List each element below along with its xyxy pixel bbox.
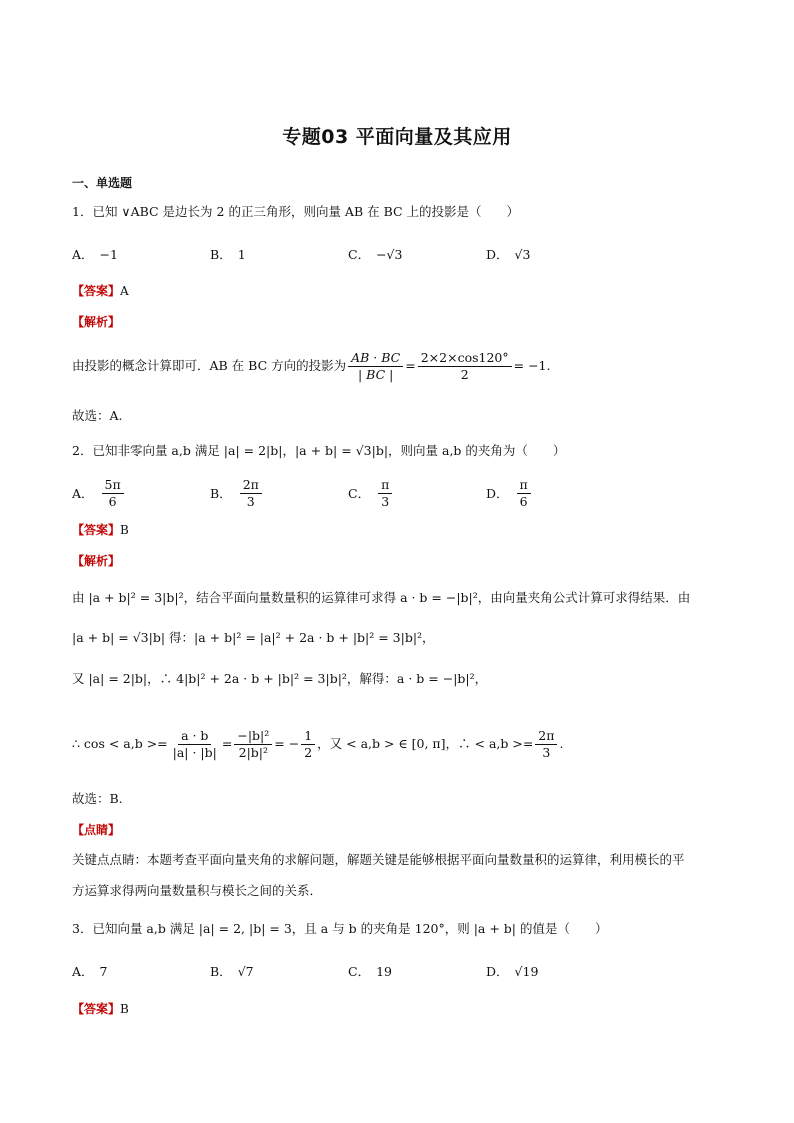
question-2-options [72, 476, 732, 510]
section-heading: 一、单选题 [72, 176, 133, 190]
page-title: 专题03 平面向量及其应用 [282, 126, 512, 148]
question-3-stem: 3．已知向量 a,b 满足 |a| = 2, |b| = 3，且 a 与 b 的夹角是 120°，则 |a + b| 的值是（ ） [72, 921, 608, 936]
answer-label-1: 【答案】A [72, 284, 129, 298]
option-c: C． 19 [348, 963, 392, 979]
projection-fraction: $\frac{AB \cdot BC}{| BC |}$ [348, 351, 403, 382]
option-b: B． $\frac{2\pi}{3}$ [210, 476, 264, 510]
option-d: D． √3 [486, 246, 531, 262]
option-c: C． $\frac{\pi}{3}$ [348, 476, 394, 510]
option-a: A． 7 [72, 963, 108, 979]
question-1-stem: 1．已知 ∨ABC 是边长为 2 的正三角形，则向量 AB 在 BC 上的投影是（ ） [72, 204, 520, 219]
question-3-options [72, 954, 732, 988]
comment-line-2: 方运算求得两向量数量积与模长之间的关系． [72, 883, 323, 898]
analysis-label-2: 【解析】 [72, 554, 121, 568]
analysis-2-line-2: |a + b| = √3|b| 得：|a + b|² = |a|² + 2a · b + |b|² = 3|b|²， [72, 630, 435, 645]
option-d: D． $\frac{\pi}{6}$ [486, 476, 533, 510]
question-2-stem: 2．已知非零向量 a,b 满足 |a| = 2|b|，|a + b| = √3|b|，则向量 a,b 的夹角为（ ） [72, 443, 566, 458]
value-fraction: $\frac{2\times 2\times\cos 120^\circ}{2}$ [418, 351, 512, 382]
comment-line-1: 关键点点睛：本题考查平面向量夹角的求解问题，解题关键是能够根据平面向量数量积的运算律，利用模长的平 [72, 852, 685, 867]
analysis-1-formula: 由投影的概念计算即可．AB 在 BC 方向的投影为 $\frac{AB \cdot BC}{| BC |}$ = $\frac{2\times 2\times\cos 120^\circ}{2}$ = −1. [72, 349, 551, 382]
analysis-2-line-4: ∴ cos < a,b >= $\frac{a \cdot b}{|a| \cdot |b|}$ = $\frac{\text{−|b|²}}{\text{2|b|²}}$ = − $\frac{1}{2}$ ，又 < a,b > ∈ [0, π]，∴ < a,b >= $\frac{2\pi}{3}$ . [72, 727, 564, 760]
option-a: A． $\frac{5\pi}{6}$ [72, 476, 126, 510]
comment-label: 【点睛】 [72, 823, 121, 837]
option-c: C． −√3 [348, 246, 403, 262]
answer-label-3: 【答案】B [72, 1002, 129, 1016]
question-1-options [72, 237, 732, 271]
analysis-2-line-3: 又 |a| = 2|b|，∴ 4|b|² + 2a · b + |b|² = 3|b|²，解得：a · b = −|b|²， [72, 671, 488, 686]
option-a: A． −1 [72, 246, 118, 262]
option-d: D． √19 [486, 963, 539, 979]
answer-label-2: 【答案】B [72, 523, 129, 537]
analysis-2-line-1: 由 |a + b|² = 3|b|²，结合平面向量数量积的运算律可求得 a · b = −|b|²，由向量夹角公式计算可求得结果．由 [72, 590, 691, 605]
option-b: B． √7 [210, 963, 254, 979]
conclusion-2: 故选：B. [72, 791, 123, 806]
conclusion-1: 故选：A. [72, 408, 123, 423]
analysis-label-1: 【解析】 [72, 315, 121, 329]
option-b: B． 1 [210, 246, 246, 262]
